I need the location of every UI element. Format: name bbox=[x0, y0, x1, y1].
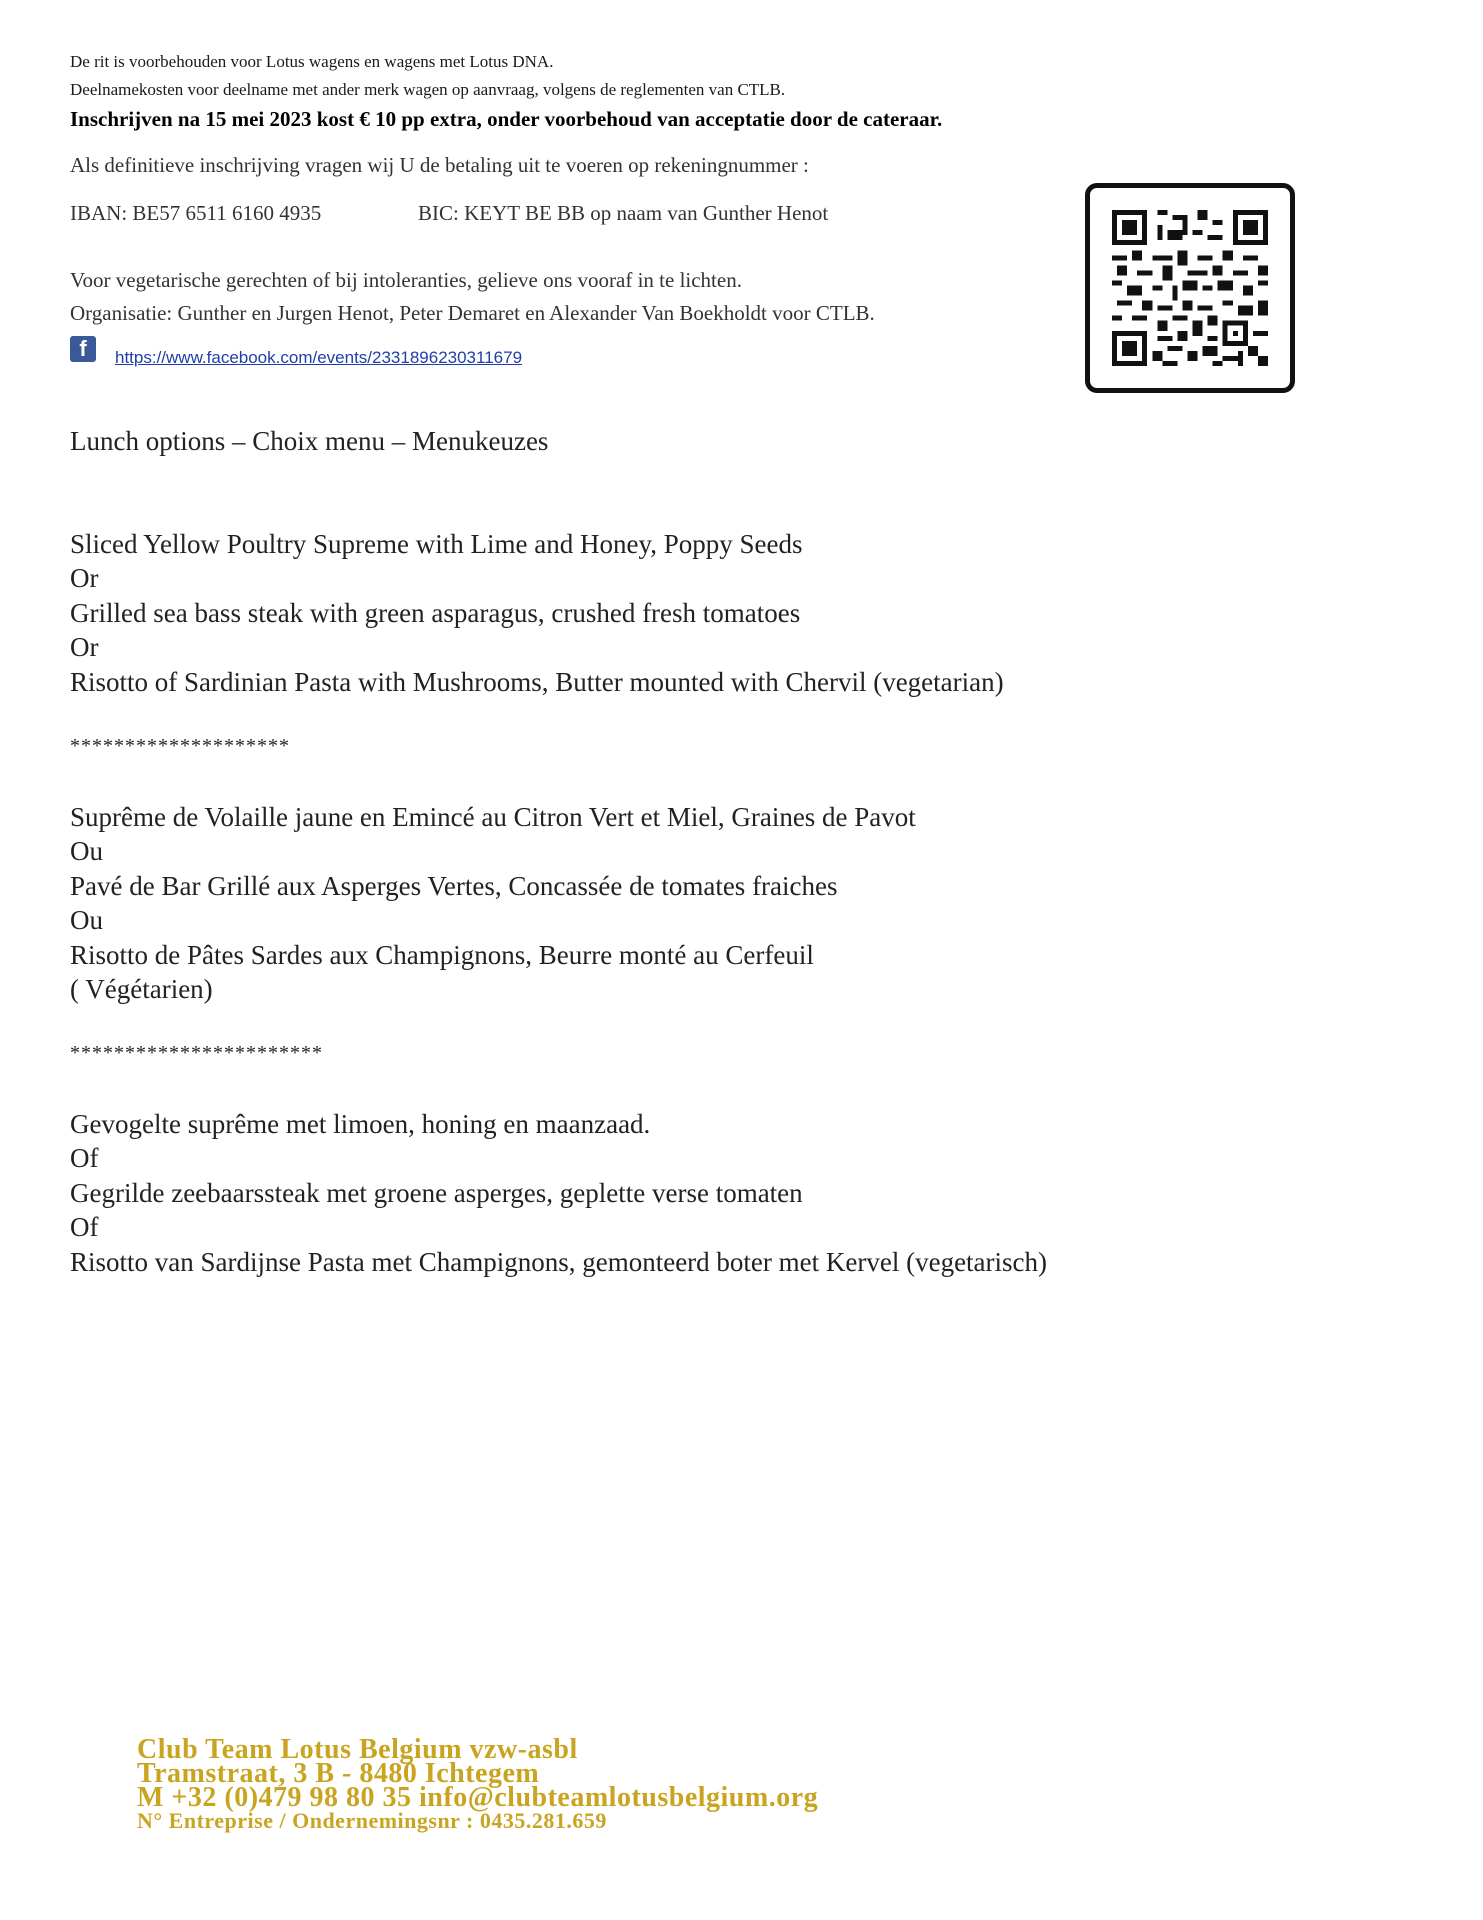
qr-code-icon bbox=[1112, 210, 1268, 366]
footer-contact: M +32 (0)479 98 80 35 info@clubteamlotusbelgium.org bbox=[137, 1782, 819, 1813]
menu-en-option-3: Risotto of Sardinian Pasta with Mushrooms, Butter mounted with Chervil (vegetarian) bbox=[70, 667, 1004, 697]
organisation-note: Organisatie: Gunther en Jurgen Henot, Peter Demaret en Alexander Van Boekholdt voor CTLB. bbox=[70, 301, 875, 325]
menu-en-option-2: Grilled sea bass steak with green asparagus, crushed fresh tomatoes bbox=[70, 598, 801, 628]
vegetarian-note: Voor vegetarische gerechten of bij intoleranties, gelieve ons vooraf in te lichten. bbox=[70, 268, 742, 292]
menu-nl-or-2: Of bbox=[70, 1212, 99, 1242]
bic: BIC: KEYT BE BB op naam van Gunther Henot bbox=[418, 201, 829, 225]
late-registration-note: Inschrijven na 15 mei 2023 kost € 10 pp extra, onder voorbehoud van acceptatie door de cateraar. bbox=[70, 107, 943, 131]
menu-fr-option-3-note: ( Végétarien) bbox=[70, 974, 213, 1004]
menu-heading: Lunch options – Choix menu – Menukeuzes bbox=[70, 426, 549, 456]
footer-club-name: Club Team Lotus Belgium vzw-asbl bbox=[137, 1734, 578, 1765]
menu-fr-option-1: Suprême de Volaille jaune en Emincé au Citron Vert et Miel, Graines de Pavot bbox=[70, 802, 916, 832]
menu-fr-option-2: Pavé de Bar Grillé aux Asperges Vertes, Concassée de tomates fraiches bbox=[70, 871, 838, 901]
header-line-2: Deelnamekosten voor deelname met ander merk wagen op aanvraag, volgens de reglementen van CTLB. bbox=[70, 80, 786, 99]
header-line-1: De rit is voorbehouden voor Lotus wagens en wagens met Lotus DNA. bbox=[70, 52, 554, 71]
payment-intro: Als definitieve inschrijving vragen wij U de betaling uit te voeren op rekeningnummer : bbox=[70, 153, 809, 177]
footer-company-number: N° Entreprise / Ondernemingsnr : 0435.281.659 bbox=[137, 1808, 607, 1833]
separator-2: *********************** bbox=[70, 1042, 323, 1064]
qr-code-frame bbox=[1085, 183, 1295, 393]
separator-1: ******************** bbox=[70, 735, 290, 757]
menu-nl-option-1: Gevogelte suprême met limoen, honing en maanzaad. bbox=[70, 1109, 651, 1139]
iban: IBAN: BE57 6511 6160 4935 bbox=[70, 201, 322, 225]
footer-address: Tramstraat, 3 B - 8480 Ichtegem bbox=[137, 1758, 540, 1789]
menu-en-option-1: Sliced Yellow Poultry Supreme with Lime and Honey, Poppy Seeds bbox=[70, 529, 803, 559]
menu-fr-or-1: Ou bbox=[70, 836, 103, 866]
menu-en-or-1: Or bbox=[70, 563, 99, 593]
menu-nl-option-2: Gegrilde zeebaarssteak met groene asperges, geplette verse tomaten bbox=[70, 1178, 803, 1208]
menu-en-or-2: Or bbox=[70, 632, 99, 662]
menu-nl-or-1: Of bbox=[70, 1143, 99, 1173]
facebook-icon[interactable]: f bbox=[70, 336, 96, 362]
menu-fr-or-2: Ou bbox=[70, 905, 103, 935]
facebook-event-link[interactable]: https://www.facebook.com/events/2331896230311679 bbox=[115, 348, 523, 367]
menu-nl-option-3: Risotto van Sardijnse Pasta met Champignons, gemonteerd boter met Kervel (vegetarisch) bbox=[70, 1247, 1048, 1277]
menu-fr-option-3: Risotto de Pâtes Sardes aux Champignons, Beurre monté au Cerfeuil bbox=[70, 940, 814, 970]
